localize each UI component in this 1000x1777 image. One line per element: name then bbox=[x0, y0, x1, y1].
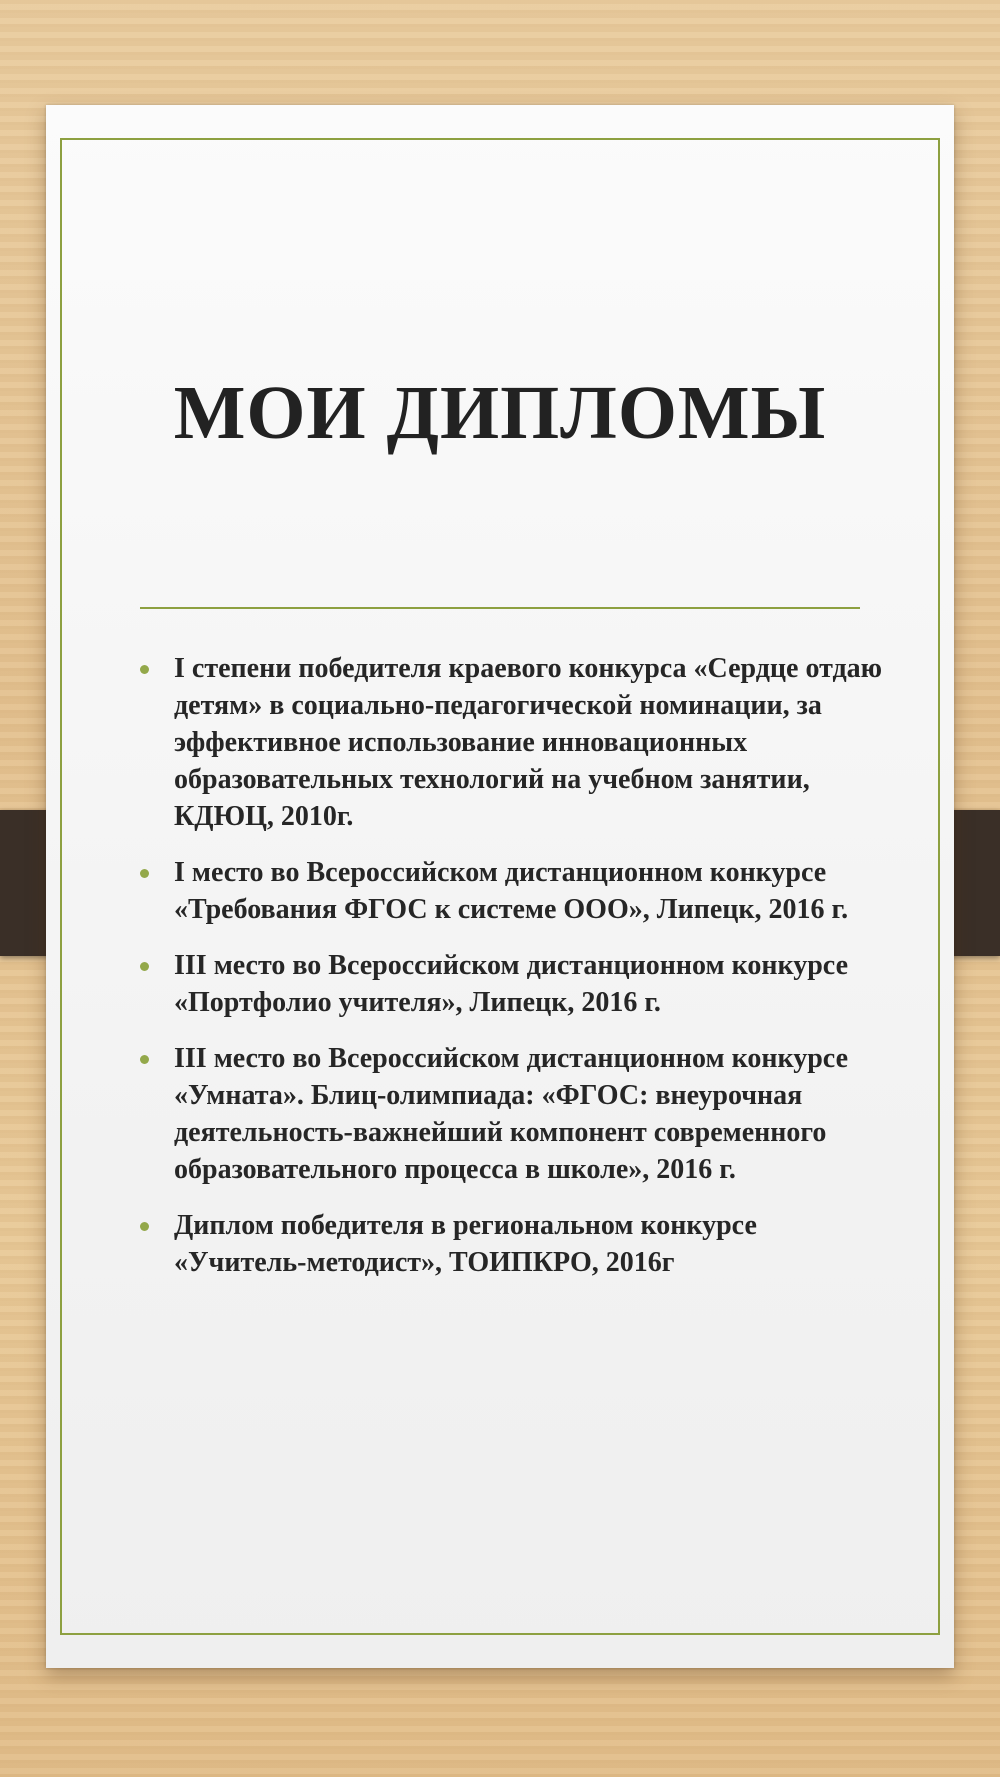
list-item-text: III место во Всероссийском дистанционном конкурсе «Портфолио учителя», Липецк, 2016 г. bbox=[174, 950, 848, 1018]
list-item bbox=[140, 947, 894, 1021]
bullet-icon bbox=[140, 962, 149, 971]
diploma-list bbox=[140, 650, 894, 1300]
bullet-icon bbox=[140, 665, 149, 674]
list-item bbox=[140, 1207, 894, 1281]
slide-card bbox=[46, 105, 954, 1668]
list-item-text: I место во Всероссийском дистанционном конкурсе «Требования ФГОС к системе ООО», Липецк, 2016 г. bbox=[174, 857, 849, 925]
list-item bbox=[140, 1040, 894, 1188]
title-divider bbox=[140, 607, 860, 609]
list-item-text: I степени победителя краевого конкурса «Сердце отдаю детям» в социально-педагогической номинации, за эффективное использование инновационных образовательных технологий на учебном занятии, КДЮЦ, 2010г. bbox=[174, 653, 883, 832]
list-item bbox=[140, 650, 894, 835]
list-item-text: Диплом победителя в региональном конкурсе «Учитель-методист», ТОИПКРО, 2016г bbox=[174, 1210, 757, 1278]
list-item bbox=[140, 854, 894, 928]
bullet-icon bbox=[140, 1222, 149, 1231]
bullet-icon bbox=[140, 869, 149, 878]
bullet-icon bbox=[140, 1055, 149, 1064]
list-item-text: III место во Всероссийском дистанционном конкурсе «Умната». Блиц-олимпиада: «ФГОС: внеурочная деятельность-важнейший компонент современного образовательного процесса в школе», 2016 г. bbox=[174, 1043, 848, 1185]
page-title: МОИ ДИПЛОМЫ bbox=[173, 371, 827, 455]
